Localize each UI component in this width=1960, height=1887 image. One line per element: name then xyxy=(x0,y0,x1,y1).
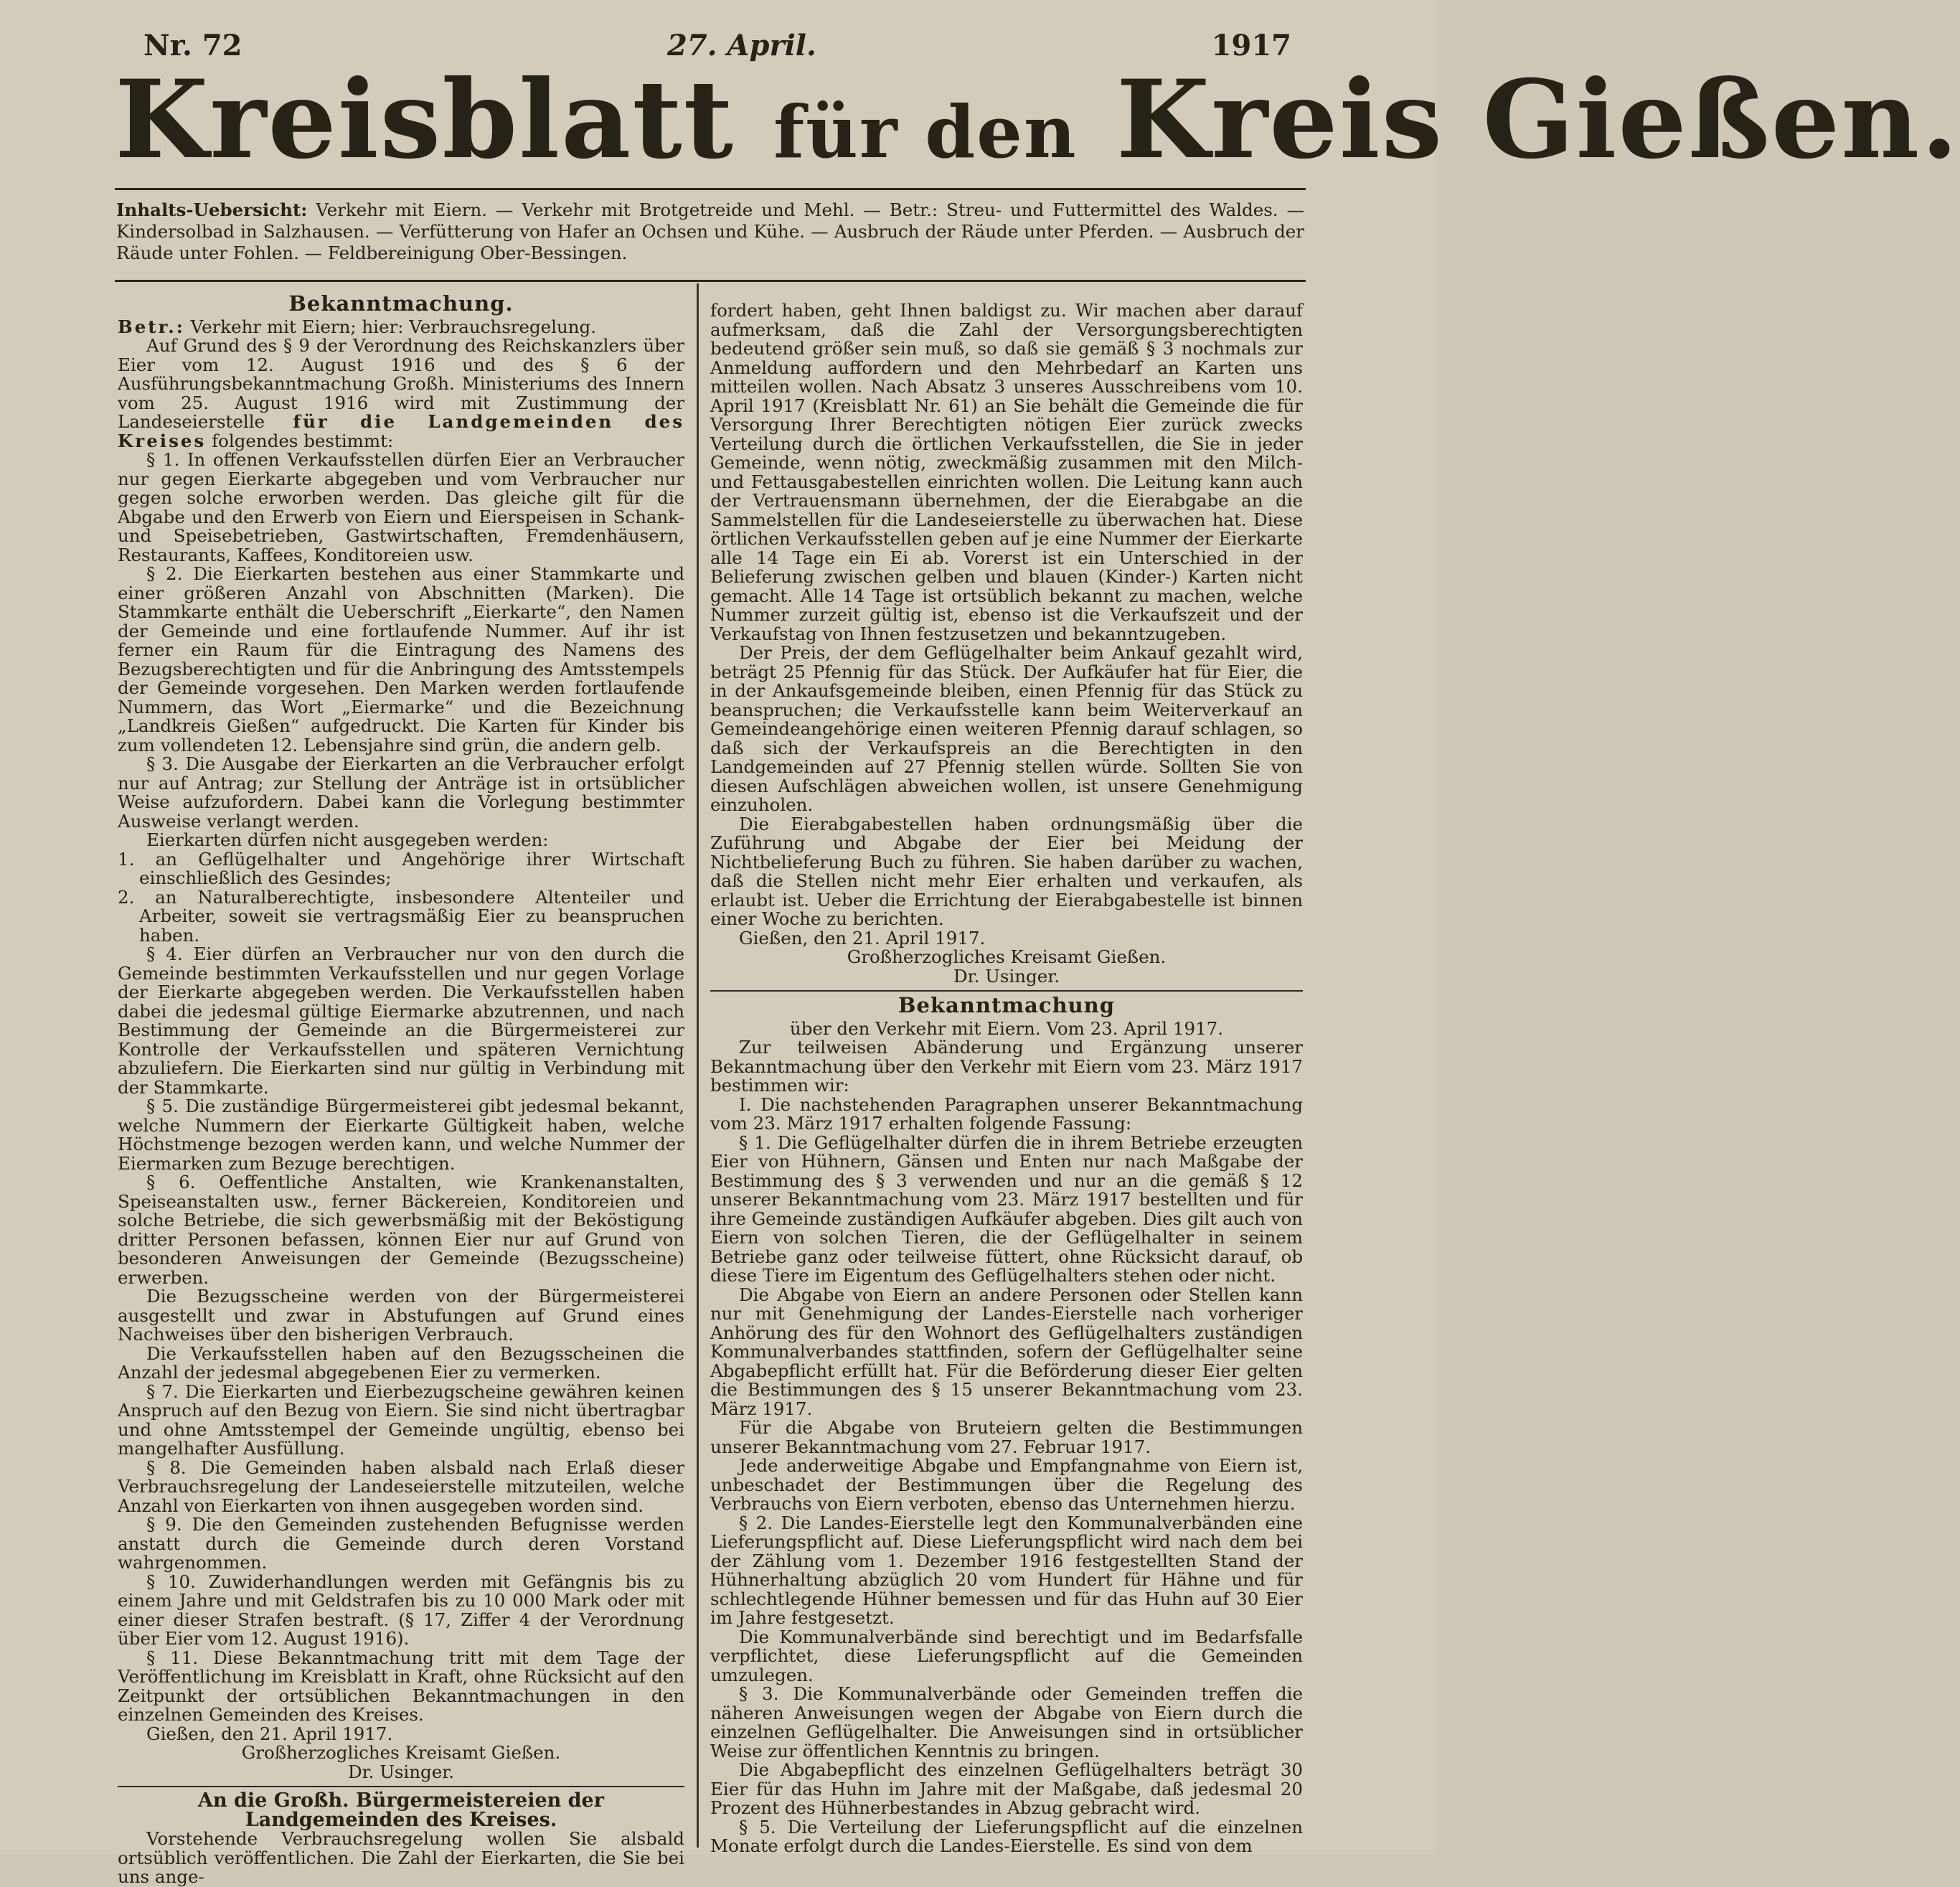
right-place-date: Gießen, den 21. April 1917. xyxy=(739,927,986,949)
paragraph-6: § 6. Oeffentliche Anstalten, wie Krankenanstalten, Speiseanstalten usw., ferner Bäckereien, Konditoreien und solche Betriebe, die sich gewerbsmäßig mit der Beköstigung dritter Personen befassen, können Eier nur auf Grund von besonderen Anweisungen der Gemeinde (Bezugsscheine) erwerben. xyxy=(118,1172,684,1288)
right-q6: Jede anderweitige Abgabe und Empfangnahme von Eiern ist, unbeschadet der Bestimmungen über die Regelung des Verbrauchs von Eiern verboten, ebenso das Unternehmen hierzu. xyxy=(710,1455,1303,1514)
list-item-2: 2. an Naturalberechtigte, insbesondere Altenteiler und Arbeiter, soweit sie vertragsmäßig Eier zu beanspruchen haben. xyxy=(118,886,684,946)
issue-number: Nr. 72 xyxy=(143,29,242,62)
right-q8: Die Kommunalverbände sind berechtigt und im Bedarfsfalle verpflichtet, diese Lieferungspflicht auf die Gemeinden umzulegen. xyxy=(710,1626,1303,1685)
right-q2: I. Die nachstehenden Paragraphen unserer Bekanntmachung vom 23. März 1917 erhalten folgende Fassung: xyxy=(710,1093,1303,1134)
paragraph-5: § 5. Die zuständige Bürgermeisterei gibt jedesmal bekannt, welche Nummern der Eierkarte Gültigkeit haben, welche Höchstmenge bezogen werden kann, und welche Nummer der Eiermarken zum Bezuge berechtigen. xyxy=(118,1096,684,1174)
signer: Dr. Usinger. xyxy=(347,1761,455,1782)
toc-text: Verkehr mit Eiern. — Verkehr mit Brotgetreide und Mehl. — Betr.: Streu- und Futtermittel des Waldes. — Kindersolbad in Salzhausen. — Verfütterung von Hafer an Ochsen und Kühe. — Ausbruch der Räude unter Pferden. — Ausbruch der Räude unter Fohlen. — Feldbereinigung Ober-Bessingen. xyxy=(116,199,1305,263)
toc-rule xyxy=(115,280,1306,282)
paragraph-7: § 7. Die Eierkarten und Eierbezugscheine gewähren keinen Anspruch auf den Bezug von Eiern. Sie sind nicht übertragbar und ohne Amtsstempel der Gemeinde ungültig, ebenso bei mangelhafter Ausfüllung. xyxy=(118,1380,684,1459)
right-q1: Zur teilweisen Abänderung und Ergänzung unserer Bekanntmachung über den Verkehr mit Eiern vom 23. März 1917 bestimmen wir: xyxy=(710,1037,1303,1096)
list-item-1: 1. an Geflügelhalter und Angehörige ihrer Wirtschaft einschließlich des Gesindes; xyxy=(118,848,684,888)
issue-year: 1917 xyxy=(1211,29,1291,62)
authority: Großherzogliches Kreisamt Gießen. xyxy=(241,1742,561,1763)
paragraph-11: § 11. Diese Bekanntmachung tritt mit dem Tage der Veröffentlichung im Kreisblatt in Kraft, ohne Rücksicht auf den Zeitpunkt der ortsüblichen Bekanntmachungen in den einzelnen Gemeinden des Kreises. xyxy=(118,1647,684,1725)
right-paragraph-1: fordert haben, geht Ihnen baldigst zu. Wir machen aber darauf aufmerksam, daß die Zahl der Versorgungsberechtigten bedeutend größer sein muß, so daß sie gemäß § 3 nochmals zur Anmeldung auffordern und den Mehrbedarf an Karten uns mitteilen wollen. Nach Absatz 3 unseres Ausschreibens vom 10. April 1917 (Kreisblatt Nr. 61) an Sie behält die Gemeinde die für Versorgung Ihrer Berechtigten nötigen Eier zurück zwecks Verteilung durch die örtlichen Verkaufsstellen, die Sie in jeder Gemeinde, wenn nötig, zweckmäßig zusammen mit den Milch- und Fettausgabestellen einrichten wollen. Die Leitung kann auch der Vertrauensmann übernehmen, der die Eierabgabe an die Sammelstellen für die Landeseierstelle zu überwachen hat. Diese örtlichen Verkaufsstellen geben auf je eine Nummer der Eierkarte alle 14 Tage ein Ei ab. Vorerst ist ein Unterschied in der Belieferung zwischen gelben und blauen (Kinder-) Karten nicht gemacht. Alle 14 Tage ist ortsüblich bekannt zu machen, welche Nummer zurzeit gültig ist, ebenso ist die Verkaufszeit und der Verkaufstag von Ihnen festzusetzen und bekanntzugeben. xyxy=(710,300,1303,644)
paragraph-6c: Die Verkaufsstellen haben auf den Bezugsscheinen die Anzahl der jedesmal abgegebenen Eier zu vermerken. xyxy=(118,1342,684,1383)
right-q5: Für die Abgabe von Bruteiern gelten die Bestimmungen unserer Bekanntmachung vom 27. Februar 1917. xyxy=(710,1417,1303,1457)
toc-label: Inhalts-Uebersicht: xyxy=(116,199,308,220)
title-part-3: Kreis Gießen. xyxy=(1116,57,1960,183)
paragraph-9: § 9. Die den Gemeinden zustehenden Befugnisse werden anstatt durch die Gemeinde durch deren Vorstand wahrgenommen. xyxy=(118,1514,684,1573)
right-paragraph-3: Die Eierabgabestellen haben ordnungsmäßig über die Zuführung und Abgabe der Eier bei Meidung der Nichtbelieferung Buch zu führen. Sie haben darüber zu wachen, daß die Stellen nicht mehr Eier erhalten und verkaufen, als erlaubt ist. Ueber die Errichtung der Eierabgabestelle ist binnen einer Woche zu berichten. xyxy=(710,813,1303,929)
paragraph-1: § 1. In offenen Verkaufsstellen dürfen Eier an Verbraucher nur gegen Eierkarte abgegeben und vom Verbraucher nur gegen solche erworben werden. Das gleiche gilt für die Abgabe und den Erwerb von Eiern und Eierspeisen in Schank- und Speisebetrieben, Gastwirtschaften, Fremdenhäusern, Restaurants, Kaffees, Konditoreien usw. xyxy=(118,449,684,565)
right-column xyxy=(710,301,1303,1856)
intro-b: für die Landgemeinden des Kreises xyxy=(118,411,684,451)
issue-date: 27. April. xyxy=(667,29,816,62)
subject-line xyxy=(118,318,684,337)
subject-text: Verkehr mit Eiern; hier: Verbrauchsregelung. xyxy=(190,316,597,337)
right-section-rule xyxy=(710,990,1303,992)
title-part-2: für den xyxy=(773,90,1078,174)
left-column xyxy=(118,293,684,1887)
paragraph-12: Vorstehende Verbrauchsregelung wollen Sie alsbald ortsüblich veröffentlichen. Die Zahl der Eierkarten, die Sie bei uns ange- xyxy=(118,1828,684,1887)
right-q3: § 1. Die Geflügelhalter dürfen die in ihrem Betriebe erzeugten Eier von Hühnern, Gänsen und Enten nur nach Maßgabe der Bestimmung des § 3 verwenden und nur an die gemäß § 12 unserer Bekanntmachung vom 23. März 1917 bestellten und für ihre Gemeinde zuständigen Aufkäufer abgeben. Dies gilt auch von Eiern von solchen Tieren, die der Geflügelhalter in seinem Betriebe ganz oder teilweise füttert, ohne Rücksicht darauf, ob diese Tiere im Eigentum des Geflügelhalters stehen oder nicht. xyxy=(710,1131,1303,1286)
paragraph-6b: Die Bezugsscheine werden von der Bürgermeisterei ausgestellt und zwar in Abstufungen auf Grund eines Nachweises über den bisherigen Verbrauch. xyxy=(118,1286,684,1345)
intro-paragraph xyxy=(118,337,684,451)
paragraph-3: § 3. Die Ausgabe der Eierkarten an die Verbraucher erfolgt nur auf Antrag; zur Stellung der Anträge ist in ortsüblicher Weise aufzufordern. Dabei kann die Vorlegung bestimmter Ausweise verlangt werden. xyxy=(118,753,684,832)
title-part-1: Kreisblatt xyxy=(115,57,735,183)
right-q7: § 2. Die Landes-Eierstelle legt den Kommunalverbänden eine Lieferungspflicht auf. Diese Lieferungspflicht wird nach dem bei der Zählung vom 1. Dezember 1916 festgestellten Stand der Hühnerhaltung abzüglich 20 vom Hundert für Hähne und für schlechtlegende Hühner bemessen und für das Huhn auf 30 Eier im Jahre festgesetzt. xyxy=(710,1512,1303,1628)
paragraph-8: § 8. Die Gemeinden haben alsbald nach Erlaß dieser Verbrauchsregelung der Landeseierstelle mitzuteilen, welche Anzahl von Eierkarten von ihnen ausgegeben worden sind. xyxy=(118,1457,684,1516)
right-heading: Bekanntmachung xyxy=(897,993,1116,1017)
place-date: Gießen, den 21. April 1917. xyxy=(146,1723,393,1744)
subject-label: Betr.: xyxy=(118,316,185,337)
intro-c: folgendes bestimmt: xyxy=(212,430,394,451)
right-signer: Dr. Usinger. xyxy=(953,965,1060,987)
right-q4: Die Abgabe von Eiern an andere Personen oder Stellen kann nur mit Genehmigung der Landes-Eierstelle nach vorheriger Anhörung des für den Wohnort des Geflügelhalters zuständigen Kommunalverbandes stattfinden, sofern der Geflügelhalter seine Abgabepflicht erfüllt hat. Für die Beförderung dieser Eier gelten die Bestimmungen des § 15 unserer Bekanntmachung vom 23. März 1917. xyxy=(710,1284,1303,1419)
paragraph-10: § 10. Zuwiderhandlungen werden mit Gefängnis bis zu einem Jahre und mit Geldstrafen bis zu 10 000 Mark oder mit einer dieser Strafen bestraft. (§ 17, Ziffer 4 der Verordnung über Eier vom 12. August 1916). xyxy=(118,1571,684,1649)
masthead-title xyxy=(115,57,1960,195)
paragraph-3b: Eierkarten dürfen nicht ausgegeben werden: xyxy=(146,829,549,850)
right-q10: Die Abgabepflicht des einzelnen Geflügelhalters beträgt 30 Eier für das Huhn im Jahre mit der Maßgabe, daß jedesmal 20 Prozent des Hühnerbestandes in Abzug gebracht wird. xyxy=(710,1759,1303,1818)
top-rule xyxy=(115,188,1306,190)
table-of-contents xyxy=(116,199,1304,264)
right-paragraph-2: Der Preis, der dem Geflügelhalter beim Ankauf gezahlt wird, beträgt 25 Pfennig für das Stück. Der Aufkäufer hat für Eier, die in der Ankaufsgemeinde bleiben, einen Pfennig für das Stück zu beanspruchen; die Verkaufsstelle kann beim Weiterverkauf an Gemeindeangehörige einen weiteren Pfennig darauf schlagen, so daß sich der Verkaufspreis an die Berechtigten in den Landgemeinden auf 27 Pfennig stellen würde. Sollten Sie von diesen Aufschlägen abweichen wollen, ist unsere Genehmigung einzuholen. xyxy=(710,642,1303,815)
right-authority: Großherzogliches Kreisamt Gießen. xyxy=(847,946,1167,967)
announcement-heading: Bekanntmachung. xyxy=(288,291,514,316)
column-divider xyxy=(697,283,699,1848)
paragraph-4: § 4. Eier dürfen an Verbraucher nur von den durch die Gemeinde bestimmten Verkaufsstellen und nur gegen Vorlage der Eierkarte abgegeben werden. Die Verkaufsstellen haben dabei die jedesmal gültige Eiermarke abzutrennen, und nach Bestimmung der Gemeinde an die Bürgermeisterei zur Kontrolle der Verkaufsstellen und späteren Vernichtung abzuliefern. Die Eierkarten sind nur gültig in Verbindung mit der Stammkarte. xyxy=(118,944,684,1098)
second-heading: An die Großh. Bürgermeistereien der Landgemeinden des Kreises. xyxy=(198,1789,604,1831)
right-q11: § 5. Die Verteilung der Lieferungspflicht auf die einzelnen Monate erfolgt durch die Landes-Eierstelle. Es sind von dem xyxy=(710,1816,1303,1856)
right-subheading: über den Verkehr mit Eiern. Vom 23. April 1917. xyxy=(789,1017,1224,1039)
paragraph-2: § 2. Die Eierkarten bestehen aus einer Stammkarte und einer größeren Anzahl von Abschnitten (Marken). Die Stammkarte enthält die Ueberschrift „Eierkarte“, den Namen der Gemeinde und eine fortlaufende Nummer. Auf ihr ist ferner ein Raum für die Eintragung des Namens des Bezugsberechtigten und für die Anbringung des Amtsstempels der Gemeinde vorgesehen. Den Marken werden fortlaufende Nummern, das Wort „Eiermarke“ und die Bezeichnung „Landkreis Gießen“ aufgedruckt. Die Karten für Kinder bis zum vollendeten 12. Lebensjahre sind grün, die andern gelb. xyxy=(118,563,684,756)
intro-a: Auf Grund des § 9 der Verordnung des Reichskanzlers über Eier vom 12. August 1916 und des § 6 der Ausführungsbekanntmachung Großh. Ministeriums des Innern vom 25. August 1916 wird mit Zustimmung der Landeseierstelle xyxy=(118,335,684,432)
section-rule xyxy=(118,1786,684,1787)
right-q9: § 3. Die Kommunalverbände oder Gemeinden treffen die näheren Anweisungen wegen der Abgabe von Eiern durch die einzelnen Geflügelhalter. Die Anweisungen sind in ortsüblicher Weise zur öffentlichen Kenntnis zu bringen. xyxy=(710,1683,1303,1761)
